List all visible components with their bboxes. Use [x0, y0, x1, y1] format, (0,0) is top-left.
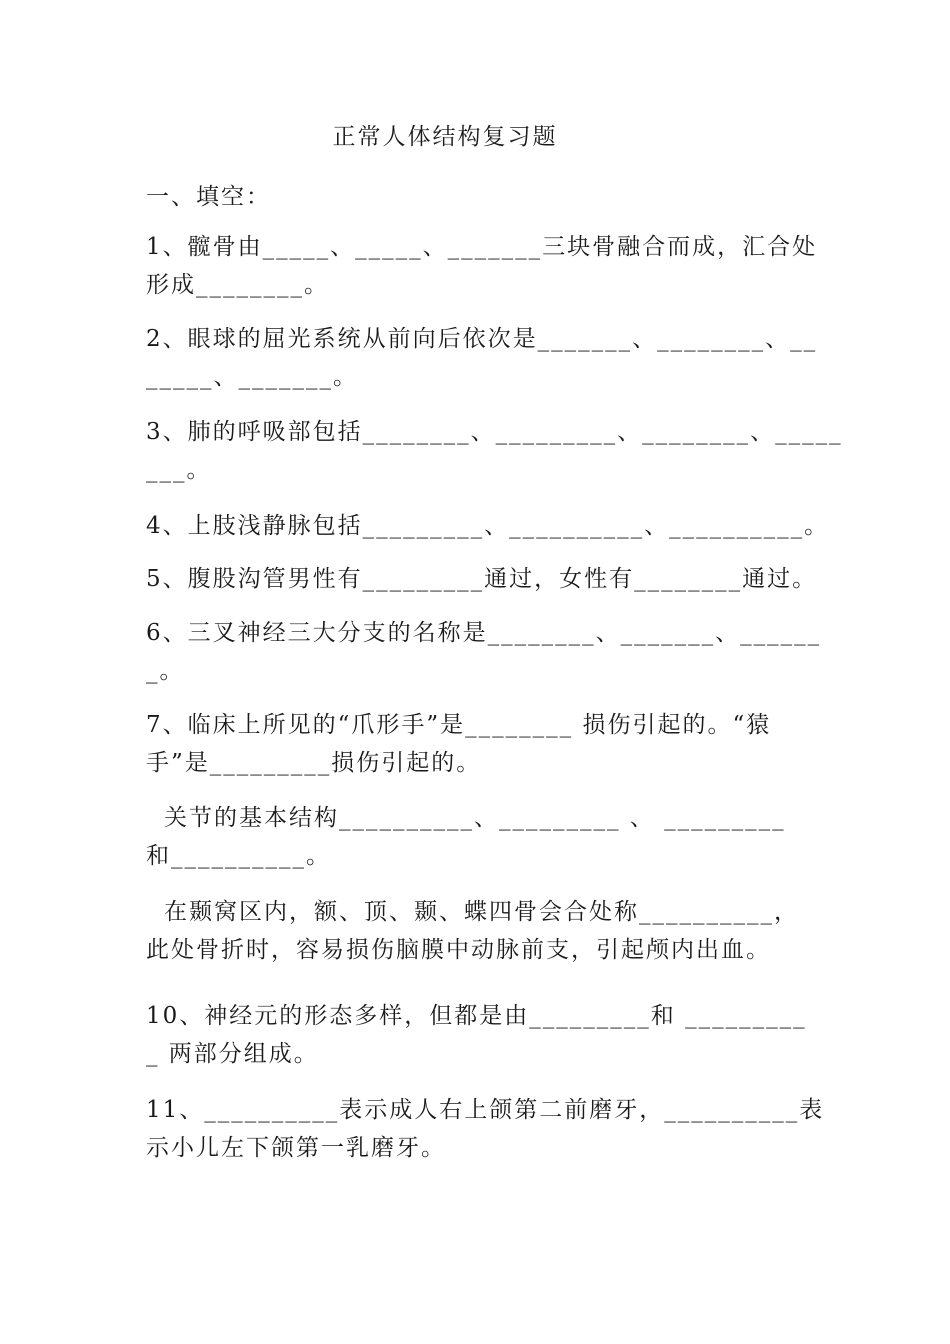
question-line: 形成________。: [146, 272, 329, 298]
section-heading: 一、填空：: [146, 184, 271, 210]
question-3: [146, 413, 843, 489]
question-line: 手”是_________损伤引起的。: [146, 750, 482, 776]
question-line: 和__________。: [146, 843, 331, 869]
question-10: [146, 997, 818, 1073]
question-4: [146, 507, 830, 545]
question-line: 5、腹股沟管男性有_________通过，女性有________通过。: [146, 566, 818, 592]
question-line: _。: [146, 658, 185, 684]
question-7: [146, 706, 818, 782]
question-line: 7、临床上所见的“爪形手”是________ 损伤引起的。“猿: [146, 712, 772, 738]
question-9: [146, 893, 818, 969]
question-line: 11、__________表示成人右上颌第二前磨牙，__________表: [146, 1097, 825, 1123]
question-line: _ 两部分组成。: [146, 1041, 319, 1067]
question-line: 3、肺的呼吸部包括________、_________、________、_____: [146, 419, 843, 445]
question-line: 此处骨折时，容易损伤脑膜中动脉前支，引起颅内出血。: [146, 937, 771, 963]
question-line: 10、神经元的形态多样，但都是由_________和 _________: [146, 1003, 807, 1029]
question-line: 在颞窝区内，额、顶、颞、蝶四骨会合处称__________，: [164, 899, 799, 925]
question-line: _____、_______。: [146, 364, 358, 390]
question-line: 6、三叉神经三大分支的名称是________、_______、______: [146, 620, 822, 646]
question-6: [146, 614, 822, 690]
question-8: [146, 799, 818, 875]
question-line: 1、髋骨由_____、_____、_______三块骨融合而成，汇合处: [146, 234, 818, 260]
question-line: 2、眼球的屈光系统从前向后依次是_______、________、__: [146, 326, 818, 352]
question-line: ___。: [146, 457, 212, 483]
question-5: [146, 560, 818, 598]
question-line: 关节的基本结构__________、_________ 、 _________: [164, 805, 786, 831]
question-1: [146, 228, 818, 304]
question-11: [146, 1091, 825, 1167]
document-title: 正常人体结构复习题: [332, 124, 558, 150]
question-line: 4、上肢浅静脉包括_________、__________、__________。: [146, 513, 830, 539]
question-2: [146, 320, 818, 396]
question-line: 示小儿左下颌第一乳磨牙。: [146, 1135, 446, 1161]
